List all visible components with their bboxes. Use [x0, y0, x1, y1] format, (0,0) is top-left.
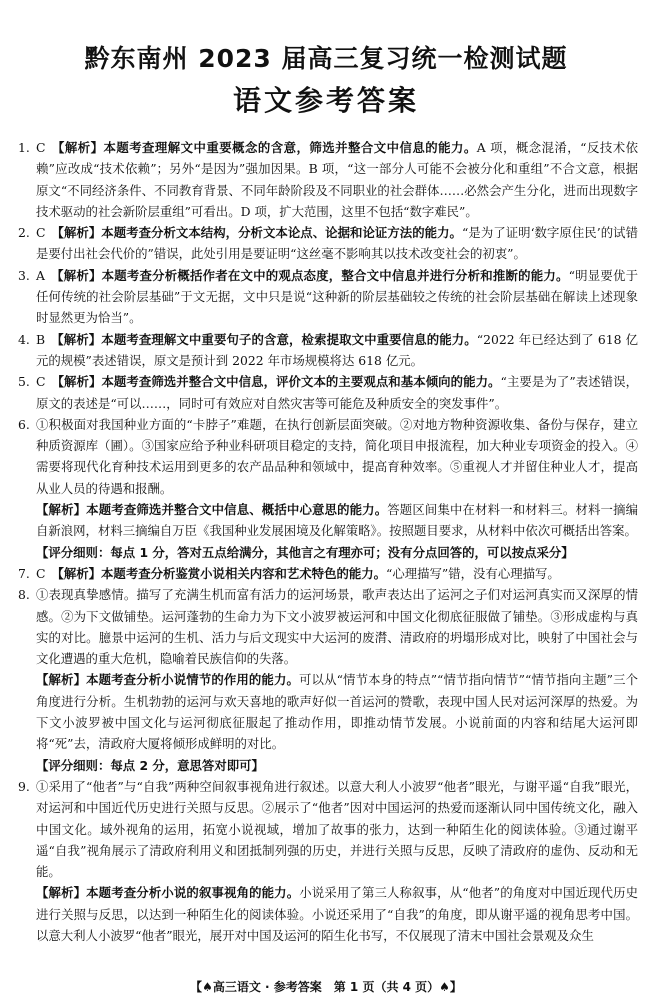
answer-item-4 — [18, 329, 638, 372]
analysis-paragraph — [36, 882, 638, 946]
answer-item-6 — [18, 414, 638, 563]
answer-text: ①积极面对我国种业方面的“卡脖子”难题，在执行创新层面突破。②对地方物种资源收集、备份与保存，建立种质资源库（圃）。③国家应给予种业科研项目稳定的支持，简化项目申报流程，加大种业专项资金的投入。④需要将现代化育种技术运用到更多的农产品品种和领域中，提高育种效率。⑤重视人才并留住种业人才，提高从业人员的待遇和报酬。 — [36, 416, 638, 496]
item-answer: A — [36, 267, 45, 283]
item-number: 3. — [18, 267, 30, 283]
answer-item-3 — [18, 265, 638, 329]
document-title: 黔东南州 2023 届高三复习统一检测试题 — [84, 44, 568, 73]
analysis-text: “主要是为了”表述错误，原文的表述是“可以……，同时可有效应对自然灾害等可能危及种质安全的突发事件”。 — [36, 374, 639, 411]
item-answer: C — [36, 374, 46, 390]
answer-item-1 — [18, 137, 638, 222]
scoring-rules: 【评分细则：每点 1 分，答对五点给满分，其他言之有理亦可；没有分点回答的，可以按点采分】 — [36, 544, 574, 560]
answer-item-7 — [18, 563, 638, 584]
answer-item-9 — [18, 776, 638, 946]
analysis-tag: 【解析】本题考查筛选并整合文中信息，评价文本的主要观点和基本倾向的能力。 — [51, 374, 501, 390]
analysis-tag: 【解析】本题考查分析概括作者在文中的观点态度，整合文中信息并进行分析和推断的能力。 — [50, 267, 569, 283]
item-number: 2. — [18, 225, 30, 241]
item-number: 6. — [18, 416, 30, 432]
analysis-text: “是为了证明‘数字原住民’的试错是要付出社会代价的”错误，此处引用是要证明“这丝毫不影响其以技术改变社会的初衷”。 — [36, 225, 639, 262]
spade-icon: ♠ — [202, 980, 213, 994]
item-number: 7. — [18, 565, 30, 581]
analysis-text: 答题区间集中在材料一和材料三。材料一摘编自新浪网，材料三摘编自万臣《我国种业发展困境及化解策略》。按照题目要求，从材料中依次可概括出答案。 — [36, 502, 639, 539]
answer-points — [36, 776, 638, 882]
analysis-tag: 【解析】本题考查分析小说的叙事视角的能力。 — [36, 885, 300, 901]
scoring-rules: 【评分细则：每点 2 分，意思答对即可】 — [36, 757, 264, 773]
analysis-text: “2022 年已经达到了 618 亿元的规模”表述错误，原文是预计到 2022 年市场规模将达 618 亿元。 — [36, 331, 638, 368]
answer-text: ①采用了“他者”与“自我”两种空间叙事视角进行叙述。以意大利人小波罗“他者”眼光，与谢平遥“自我”眼光，对运河和中国近代历史进行关照与反思。②展示了“他者”因对中国运河的热爱而逐渐认同中国传统文化，融入中国文化。域外视角的运用，拓宽小说视域，增加了故事的张力，达到一种陌生化的阅读体验。③通过谢平遥“自我”视角展示了清政府利用义和团抵制列强的历史，并进行关照与反思，反映了清政府的虚伪、反动和无能。 — [36, 778, 638, 880]
answer-text: ①表现真挚感情。描写了充满生机而富有活力的运河场景，歌声表达出了运河之子们对运河真实而又深厚的情感。②为下文做铺垫。运河蓬勃的生命力为下文小波罗被运河和中国文化彻底征服做了铺垫。③形成虚构与真实的对比。臆景中运河的生机、活力与后文现实中大运河的废潸、清政府的坍塌形成对比，映射了中国社会与文化遭遇的重大危机，隐喻着民族信仰的失落。 — [36, 587, 638, 667]
page-footer: 【♠高三语文 · 参考答案 第 1 页（共 4 页）♠】 — [190, 980, 462, 994]
analysis-text: 可以从“情节本身的特点”“情节指向情节”“情节指向主题”三个角度进行分析。生机勃勃的运河与欢天喜地的歌声好似一首运河的赞歌，表现中国人民对运河深厚的热爱。为下文小波罗被中国文化与运河彻底征服起了推动作用，即推动情节发展。小说前面的内容和结尾大运河即将“死”去，清政府大厦将倾形成鲜明的对比。 — [36, 672, 639, 752]
answer-item-2 — [18, 222, 638, 265]
answer-item-5 — [18, 371, 638, 414]
answer-points — [36, 414, 638, 499]
answer-item-8 — [18, 584, 638, 776]
analysis-text: “心理描写”错，没有心理描写。 — [386, 565, 560, 581]
analysis-tag: 【解析】本题考查分析小说情节的作用的能力。 — [36, 672, 300, 688]
item-number: 8. — [18, 587, 30, 603]
answer-list — [18, 137, 638, 946]
item-answer: B — [36, 331, 46, 347]
analysis-paragraph — [36, 499, 638, 542]
item-answer: C — [36, 140, 46, 155]
footer-text: 高三语文 · 参考答案 第 1 页（共 4 页） — [212, 980, 440, 994]
item-number: 5. — [18, 374, 30, 390]
analysis-paragraph — [36, 669, 638, 754]
analysis-tag: 【解析】本题考查理解文中重要句子的含意，检索提取文中重要信息的能力。 — [51, 331, 477, 347]
spade-icon: ♠ — [439, 980, 450, 994]
analysis-text: 小说采用了第三人称叙事，从“他者”的角度对中国近现代历史进行关照与反思，以达到一种陌生化的阅读体验。小说还采用了“自我”的角度，即从谢平遥的视角思考中国。以意大利人小波罗“他者”眼光，展开对中国及运河的陌生化书写，不仅展现了清末中国社会景观及众生 — [36, 885, 639, 943]
analysis-tag: 【解析】本题考查筛选并整合文中信息、概括中心意思的能力。 — [36, 502, 388, 518]
answer-points — [36, 584, 638, 669]
item-answer: C — [36, 225, 46, 241]
analysis-tag: 【解析】本题考查分析文本结构，分析文本论点、论据和论证方法的能力。 — [51, 225, 462, 241]
analysis-text: A 项，概念混淆，“反技术依赖”应改成“技术依赖”；另外“是因为”强加因果。B 项，“这一部分人可能不会被分化和重组”不合文意，根据原文“不同经济条件、不同教育背景、不同年龄阶段及不同职业的社会群体……必然会产生分化，进而出现数字技术驱动的社会新阶层重组”可看出。D 项，扩大范围，这里不包括“数字难民”。 — [36, 140, 639, 219]
item-number: 4. — [18, 331, 30, 347]
item-answer: C — [36, 565, 46, 581]
item-number: 9. — [18, 778, 30, 794]
analysis-tag: 【解析】本题考查分析鉴赏小说相关内容和艺术特色的能力。 — [51, 565, 387, 581]
document-subtitle: 语文参考答案 — [232, 84, 419, 117]
analysis-tag: 【解析】本题考查理解文中重要概念的含意，筛选并整合文中信息的能力。 — [51, 140, 477, 155]
item-number: 1. — [18, 140, 30, 155]
analysis-text: “明显要优于任何传统的社会阶层基础”于文无据，文中只是说“这种新的阶层基础较之传统的社会阶层基础在解读上述现象时显然更为恰当”。 — [36, 267, 638, 326]
